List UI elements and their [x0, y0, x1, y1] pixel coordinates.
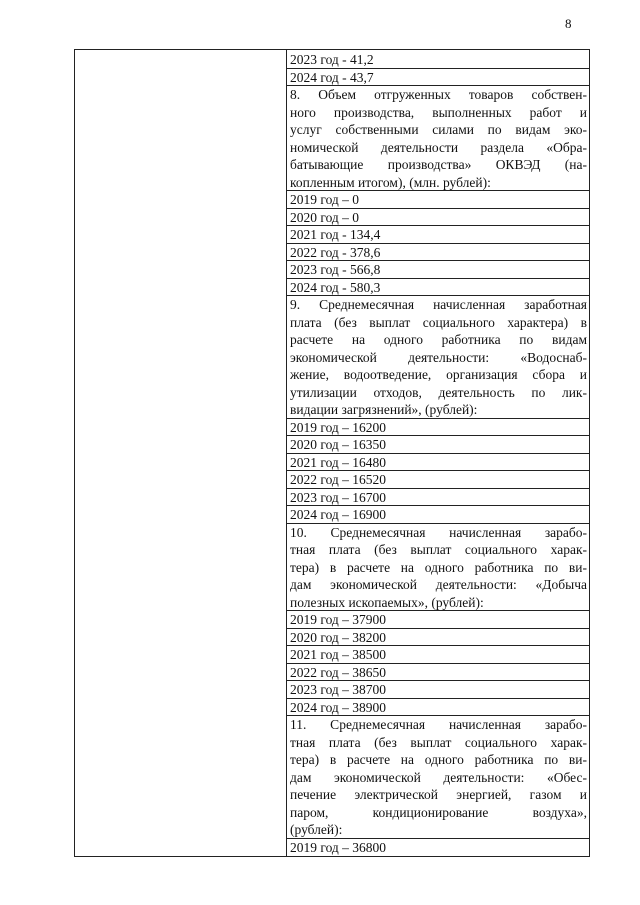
- table-line: 2021 год - 134,4: [287, 226, 590, 244]
- table-line: 2019 год – 0: [287, 191, 590, 209]
- table-line: дам экономической деятельности: «Обес-: [290, 769, 587, 785]
- table-line: ного производства, выполненных работ и: [290, 104, 587, 120]
- table-line: 2024 год - 43,7: [287, 69, 590, 87]
- table-line: видации загрязнений», (рублей):: [287, 401, 590, 419]
- table-line: услуг собственными силами по видам эко-: [290, 122, 587, 137]
- table-line: экономической деятельности: «Водоснаб-: [290, 349, 587, 365]
- table-line: номической деятельности раздела «Обра-: [290, 139, 587, 155]
- table-line: копленным итогом), (млн. рублей):: [287, 174, 590, 192]
- table-line: расчете на одного работника по видам: [290, 332, 587, 347]
- table-line: 2022 год - 378,6: [287, 244, 590, 262]
- table-line: 2022 год – 16520: [287, 471, 590, 489]
- table-line: 2024 год – 38900: [287, 699, 590, 717]
- table-line: полезных ископаемых», (рублей):: [287, 594, 590, 612]
- table-line: 2023 год – 16700: [287, 489, 590, 507]
- table-line: 11. Среднемесячная начисленная зарабо-: [290, 717, 587, 732]
- table-line: 2020 год – 16350: [287, 436, 590, 454]
- table-line: 9. Среднемесячная начисленная заработная: [290, 297, 587, 312]
- table-line: 2024 год - 580,3: [287, 279, 590, 297]
- table-line: плата (без выплат социального характера) в: [290, 314, 587, 330]
- table-line: утилизации отходов, деятельность по лик-: [290, 384, 587, 400]
- table-line: 2023 год - 566,8: [287, 261, 590, 279]
- table-line: дам экономической деятельности: «Добыча: [290, 577, 587, 592]
- table-line: паром, кондиционирование воздуха»,: [290, 804, 587, 820]
- page-number: 8: [565, 16, 572, 31]
- table-line: 2023 год – 38700: [287, 681, 590, 699]
- table-line: 2019 год – 37900: [287, 611, 590, 629]
- table-line: батывающие производства» ОКВЭД (на-: [290, 157, 587, 172]
- table-line: тная плата (без выплат социального харак-: [290, 734, 587, 750]
- table-line: тера) в расчете на одного работника по ви-: [290, 752, 587, 767]
- table-line: 2021 год – 38500: [287, 646, 590, 664]
- table-line: жение, водоотведение, организация сбора и: [290, 367, 587, 382]
- table-line: 2021 год – 16480: [287, 454, 590, 472]
- table-line: 2024 год – 16900: [287, 506, 590, 524]
- table-line: 10. Среднемесячная начисленная зарабо-: [290, 524, 587, 540]
- table-line: 2023 год - 41,2: [287, 51, 590, 69]
- document-table: [74, 49, 590, 857]
- table-line: 2019 год – 16200: [287, 419, 590, 437]
- table-line: 2020 год – 38200: [287, 629, 590, 647]
- table-line: печение электрической энергией, газом и: [290, 787, 587, 802]
- table-left-column-empty: [75, 50, 287, 856]
- table-right-column: [287, 50, 590, 856]
- table-line: 2022 год – 38650: [287, 664, 590, 682]
- table-line: тная плата (без выплат социального харак-: [290, 542, 587, 557]
- table-line: 2019 год – 36800: [290, 839, 387, 855]
- table-line: 2020 год – 0: [287, 209, 590, 227]
- table-line: тера) в расчете на одного работника по ви-: [290, 559, 587, 575]
- table-line: 8. Объем отгруженных товаров собствен-: [290, 87, 587, 102]
- table-line: (рублей):: [287, 821, 590, 839]
